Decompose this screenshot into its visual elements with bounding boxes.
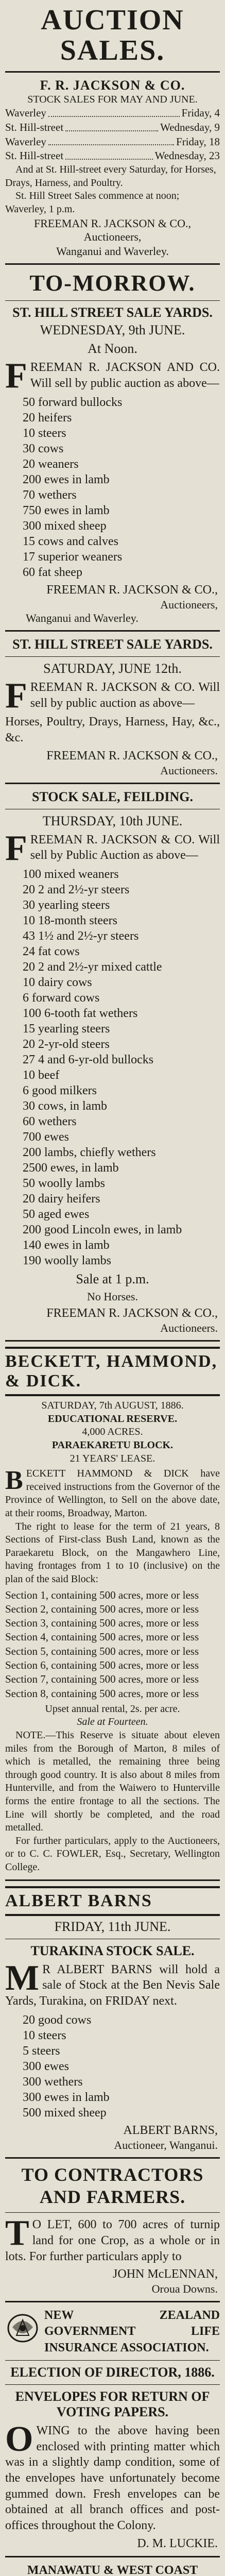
tomorrow-signature-title: Auctioneers, (160, 598, 218, 611)
beckett-block: PARAEKARETU BLOCK. (51, 1439, 174, 1451)
divider (5, 656, 220, 657)
albert-heading: ALBERT BARNS (5, 1886, 220, 1916)
beckett-sections (5, 1588, 220, 1701)
feilding-signature-title: Auctioneers. (160, 1321, 218, 1335)
divider (5, 2384, 220, 2385)
list-item: 700 ewes (23, 1130, 69, 1144)
feilding-note: No Horses. (87, 1290, 138, 1303)
masthead-title: AUCTION SALES. (41, 4, 184, 66)
list-item: 20 good cows (23, 2013, 92, 2027)
schedule-row: St. Hill-street Wednesday, 23 (5, 149, 220, 162)
dropcap: F (5, 828, 27, 868)
list-item: 200 ewes in lamb (23, 472, 110, 486)
tomorrow-date: WEDNESDAY, 9th JUNE. (40, 323, 185, 338)
list-item: 60 fat sheep (23, 565, 82, 579)
dropcap: F (5, 675, 27, 716)
beckett-body: BECKETT HAMMOND & DICK have received instructions from the Governor of the Province of Wellington, to Sell on the above date, at their rooms, Broadway, Marton. (5, 1466, 220, 1519)
divider (5, 263, 220, 265)
divider (5, 1340, 220, 1342)
saturday-date: SATURDAY, JUNE 12th. (43, 660, 182, 676)
divider (5, 2360, 220, 2361)
section-row: Section 1, containing 500 acres, more or less (5, 1588, 199, 1601)
albert-intro: M R ALBERT BARNS will hold a sale of Stock at the Ben Nevis Sale Yards, Turakina, on FRIDAY next. (5, 1958, 220, 2008)
schedule-row: Waverley Friday, 4 (5, 107, 220, 120)
list-item: 5 steers (23, 2044, 60, 2058)
list-item: 60 wethers (23, 1115, 77, 1129)
schedule-row: St. Hill-street Wednesday, 9 (5, 121, 220, 133)
jackson-signature-location: Wanganui and Waverley. (56, 245, 169, 258)
list-item: 50 forward bullocks (23, 395, 123, 409)
list-item: 2500 ewes, in lamb (23, 1161, 119, 1175)
divider (5, 71, 220, 73)
list-item: 100 mixed weaners (23, 868, 119, 882)
beckett-acres: 4,000 ACRES. (82, 1426, 143, 1438)
list-item: 190 woolly lambs (23, 1254, 111, 1268)
list-item: 20 2-yr-old steers (23, 1038, 110, 1052)
divider (5, 1879, 220, 1881)
section-row: Section 8, containing 500 acres, more or less (5, 1687, 199, 1700)
beckett-sale: Sale at Fourteen. (77, 1716, 148, 1728)
section-row: Section 6, containing 500 acres, more or less (5, 1658, 199, 1671)
saturday-items: Horses, Poultry, Drays, Harness, Hay, &c., &c. (5, 715, 220, 745)
schedule-row: Waverley Friday, 18 (5, 135, 220, 148)
beckett-note-2: For further particulars, apply to the Auctioneers, or to C. C. FOWLER, Esq., Secretary, Wellington College. (5, 1835, 220, 1873)
list-item: 20 heifers (23, 411, 72, 425)
dropcap: F (5, 356, 27, 396)
list-item: 50 aged ewes (23, 1208, 90, 1222)
list-item: 6 forward cows (23, 991, 100, 1005)
tomorrow-intro: FREEMAN R. JACKSON AND CO. Will sell by public auction as above— (5, 356, 220, 396)
list-item: 15 yearling steers (23, 1022, 110, 1036)
albert-date: FRIDAY, 11th JUNE. (54, 1919, 171, 1934)
feilding-intro: FREEMAN R. JACKSON & CO. Will sell by Public Auction as above— (5, 828, 220, 868)
feilding-heading: STOCK SALE, FEILDING. (31, 789, 194, 804)
list-item: 6 good milkers (23, 1084, 97, 1098)
list-item: 100 6-tooth fat wethers (23, 1007, 138, 1021)
jackson-signature: FREEMAN R. JACKSON & CO., Auctioneers, (34, 217, 191, 244)
section-row: Section 3, containing 500 acres, more or less (5, 1617, 199, 1630)
list-item: 70 wethers (23, 488, 77, 502)
beckett-reserve: EDUCATIONAL RESERVE. (47, 1413, 178, 1425)
list-item: 20 2 and 2½-yr mixed cattle (23, 960, 162, 974)
list-item: 20 weaners (23, 457, 79, 471)
beckett-heading: BECKETT, HAMMOND, & DICK. (5, 1347, 220, 1396)
list-item: 750 ewes in lamb (23, 503, 110, 517)
list-item: 10 dairy cows (23, 976, 92, 990)
dropcap: T (5, 2213, 29, 2253)
dropcap: B (5, 1466, 23, 1496)
beckett-note: NOTE.—This Reserve is situate about eleven miles from the Borough of Marton, 8 miles of which is metalled, the remaining three being through good country. It is also about 8 miles from Hunterville, and from the Waiwero to Hunterville forms the entire frontage to all the sections. The Line will shortly be completed, and the road metalled. (5, 1730, 220, 1834)
nzglia-signature: D. M. LUCKIE. (137, 2536, 218, 2550)
list-item: 17 superior weaners (23, 550, 123, 564)
list-item: 300 ewes (23, 2059, 69, 2073)
feilding-signature: FREEMAN R. JACKSON & CO., (46, 1307, 218, 1320)
schedule-note: And at St. Hill-street every Saturday, for Horses, Drays, Harness, and Poultry. (5, 164, 216, 189)
contractors-signature: JOHN McLENNAN, (113, 2267, 218, 2281)
schedule-note-2: St. Hill Street Sales commence at noon; Waverley, 1 p.m. (5, 190, 180, 215)
section-row: Section 2, containing 500 acres, more or less (5, 1602, 199, 1615)
jackson-firm-name: F. R. JACKSON & CO. (40, 77, 185, 93)
saturday-yards: ST. HILL STREET SALE YARDS. (12, 636, 213, 652)
beckett-date: SATURDAY, 7th AUGUST, 1886. (41, 1400, 184, 1412)
list-item: 24 fat cows (23, 945, 80, 959)
divider (5, 300, 220, 301)
beckett-lease: 21 YEARS' LEASE. (70, 1452, 155, 1464)
list-item: 30 yearling steers (23, 899, 110, 912)
feilding-stock-list (5, 867, 220, 1268)
tomorrow-signature: FREEMAN R. JACKSON & CO., (46, 583, 218, 597)
tomorrow-signature-location: Wanganui and Waverley. (26, 611, 139, 624)
beckett-body-2: The right to lease for the term of 21 years, 8 Sections of First-class Bush Land, known as the Paraekaretu Block, on the Mangawhero Line, having frontages from 1 to 10 (inclusive) on the plan of the said Block: (5, 1520, 220, 1585)
albert-subtitle: TURAKINA STOCK SALE. (30, 1943, 195, 1958)
list-item: 300 wethers (23, 2075, 83, 2089)
list-item: 200 lambs, chiefly wethers (23, 1146, 156, 1160)
crest-icon (5, 2310, 40, 2345)
list-item: 15 cows and calves (23, 534, 118, 548)
feilding-sale-time: Sale at 1 p.m. (76, 1272, 149, 1287)
beckett-upset: Upset annual rental, 2s. per acre. (45, 1703, 180, 1715)
albert-signature: ALBERT BARNS, (123, 2123, 218, 2137)
dropcap: M (5, 1958, 40, 1998)
albert-stock-list (5, 2012, 220, 2121)
list-item: 10 steers (23, 426, 66, 440)
contractors-body: T O LET, 600 to 700 acres of turnip land for one Crop, as a whole or in lots. For further particulars apply to (5, 2213, 220, 2263)
jackson-schedule-subtitle: STOCK SALES FOR MAY AND JUNE. (27, 93, 198, 105)
list-item: 10 beef (23, 1069, 60, 1082)
divider (5, 630, 220, 632)
manawatu-heading: MANAWATU & WEST COAST (27, 2563, 198, 2576)
list-item: 43 1½ and 2½-yr steers (23, 929, 139, 943)
section-row: Section 7, containing 500 acres, more or less (5, 1673, 199, 1686)
dropcap: O (5, 2419, 33, 2459)
list-item: 30 cows (23, 442, 64, 455)
list-item: 140 ewes in lamb (23, 1239, 110, 1252)
jackson-schedule (5, 106, 220, 163)
saturday-signature: FREEMAN R. JACKSON & CO., (46, 749, 218, 762)
divider (5, 783, 220, 784)
list-item: 30 cows, in lamb (23, 1099, 107, 1113)
divider (5, 2212, 220, 2213)
feilding-date: THURSDAY, 10th JUNE. (42, 813, 183, 828)
list-item: 10 steers (23, 2028, 66, 2042)
divider (5, 2157, 220, 2159)
list-item: 27 4 and 6-yr-old bullocks (23, 1053, 154, 1067)
contractors-heading: TO CONTRACTORS AND FARMERS. (21, 2164, 204, 2207)
list-item: 300 ewes in lamb (23, 2090, 110, 2104)
list-item: 20 dairy heifers (23, 1192, 100, 1206)
saturday-intro: FREEMAN R. JACKSON & CO. Will sell by public auction as above— (5, 675, 220, 716)
list-item: 20 2 and 2½-yr steers (23, 883, 130, 897)
nzglia-election: ELECTION OF DIRECTOR, 1886. (10, 2364, 215, 2380)
tomorrow-heading: TO-MORROW. (29, 270, 196, 296)
tomorrow-time: At Noon. (88, 341, 137, 357)
list-item: 50 woolly lambs (23, 1177, 105, 1191)
saturday-signature-title: Auctioneers. (160, 764, 218, 777)
nzglia-body: OWING to the above having been enclosed with printing matter which was in a slightly damp condition, some of the envelopes have unfortunately become gummed down. Fresh envelopes can be obtained at all branch offices and post-offices throughout the Colony. (5, 2419, 220, 2533)
list-item: 500 mixed sheep (23, 2106, 107, 2120)
albert-signature-title: Auctioneer, Wanganui. (114, 2138, 218, 2151)
section-row: Section 5, containing 500 acres, more or less (5, 1645, 199, 1657)
divider (5, 2556, 220, 2557)
nzglia-heading: NEW ZEALAND GOVERNMENT LIFE INSURANCE ASSOCIATION. (44, 2309, 220, 2354)
nzglia-header (5, 2308, 220, 2356)
section-row: Section 4, containing 500 acres, more or less (5, 1631, 199, 1643)
contractors-signature-location: Oroua Downs. (151, 2282, 218, 2296)
tomorrow-yards: ST. HILL STREET SALE YARDS. (12, 305, 213, 320)
list-item: 300 mixed sheep (23, 519, 107, 533)
divider (5, 2301, 220, 2302)
list-item: 200 good Lincoln ewes, in lamb (23, 1223, 182, 1237)
list-item: 10 18-month steers (23, 914, 117, 928)
nzglia-envelopes: ENVELOPES FOR RETURN OF VOTING PAPERS. (15, 2388, 210, 2419)
tomorrow-stock-list (5, 395, 220, 580)
